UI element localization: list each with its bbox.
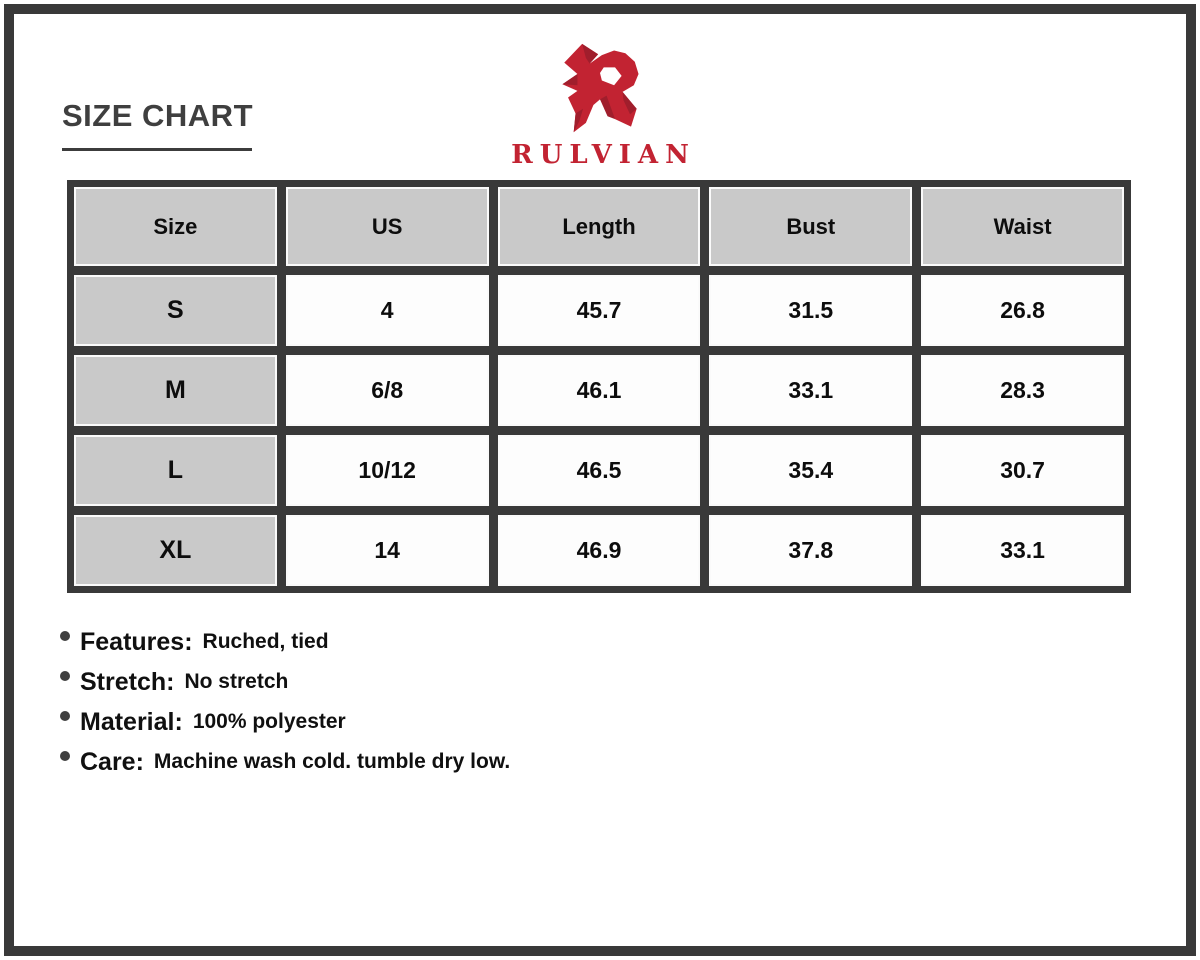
detail-value: 100% polyester: [192, 710, 346, 733]
column-header-waist: Waist: [921, 187, 1124, 266]
column-header-us: US: [286, 187, 489, 266]
detail-features: [60, 622, 510, 662]
row-l-bust: 35.4: [709, 435, 912, 506]
row-xl-us: 14: [286, 515, 489, 586]
detail-label: Care:: [80, 747, 144, 776]
detail-value: No stretch: [184, 670, 289, 693]
column-header-length: Length: [498, 187, 701, 266]
page-title: SIZE CHART: [62, 98, 253, 133]
row-m-length: 46.1: [498, 355, 701, 426]
product-details-list: [60, 622, 510, 782]
row-s-waist: 26.8: [921, 275, 1124, 346]
bullet-icon: [60, 711, 70, 721]
row-m-size: M: [74, 355, 277, 426]
size-chart-table: [67, 180, 1131, 593]
row-xl-waist: 33.1: [921, 515, 1124, 586]
detail-label: Material:: [80, 707, 183, 736]
brand-wordmark: RULVIAN: [511, 140, 696, 170]
column-header-size: Size: [74, 187, 277, 266]
row-l-size: L: [74, 435, 277, 506]
row-xl-bust: 37.8: [709, 515, 912, 586]
brand-r-logo-icon: [548, 42, 652, 136]
row-l-us: 10/12: [286, 435, 489, 506]
detail-material: [60, 702, 510, 742]
row-l-waist: 30.7: [921, 435, 1124, 506]
column-header-bust: Bust: [709, 187, 912, 266]
bullet-icon: [60, 671, 70, 681]
row-m-waist: 28.3: [921, 355, 1124, 426]
detail-stretch: [60, 662, 510, 702]
row-m-bust: 33.1: [709, 355, 912, 426]
row-s-length: 45.7: [498, 275, 701, 346]
row-l-length: 46.5: [498, 435, 701, 506]
bullet-icon: [60, 751, 70, 761]
detail-value: Machine wash cold. tumble dry low.: [153, 750, 511, 773]
row-m-us: 6/8: [286, 355, 489, 426]
row-xl-size: XL: [74, 515, 277, 586]
detail-label: Features:: [80, 627, 193, 656]
detail-care: [60, 742, 510, 782]
brand-logo: [0, 42, 1200, 170]
detail-value: Ruched, tied: [202, 630, 329, 653]
row-s-size: S: [74, 275, 277, 346]
bullet-icon: [60, 631, 70, 641]
row-s-us: 4: [286, 275, 489, 346]
detail-label: Stretch:: [80, 667, 175, 696]
row-s-bust: 31.5: [709, 275, 912, 346]
row-xl-length: 46.9: [498, 515, 701, 586]
